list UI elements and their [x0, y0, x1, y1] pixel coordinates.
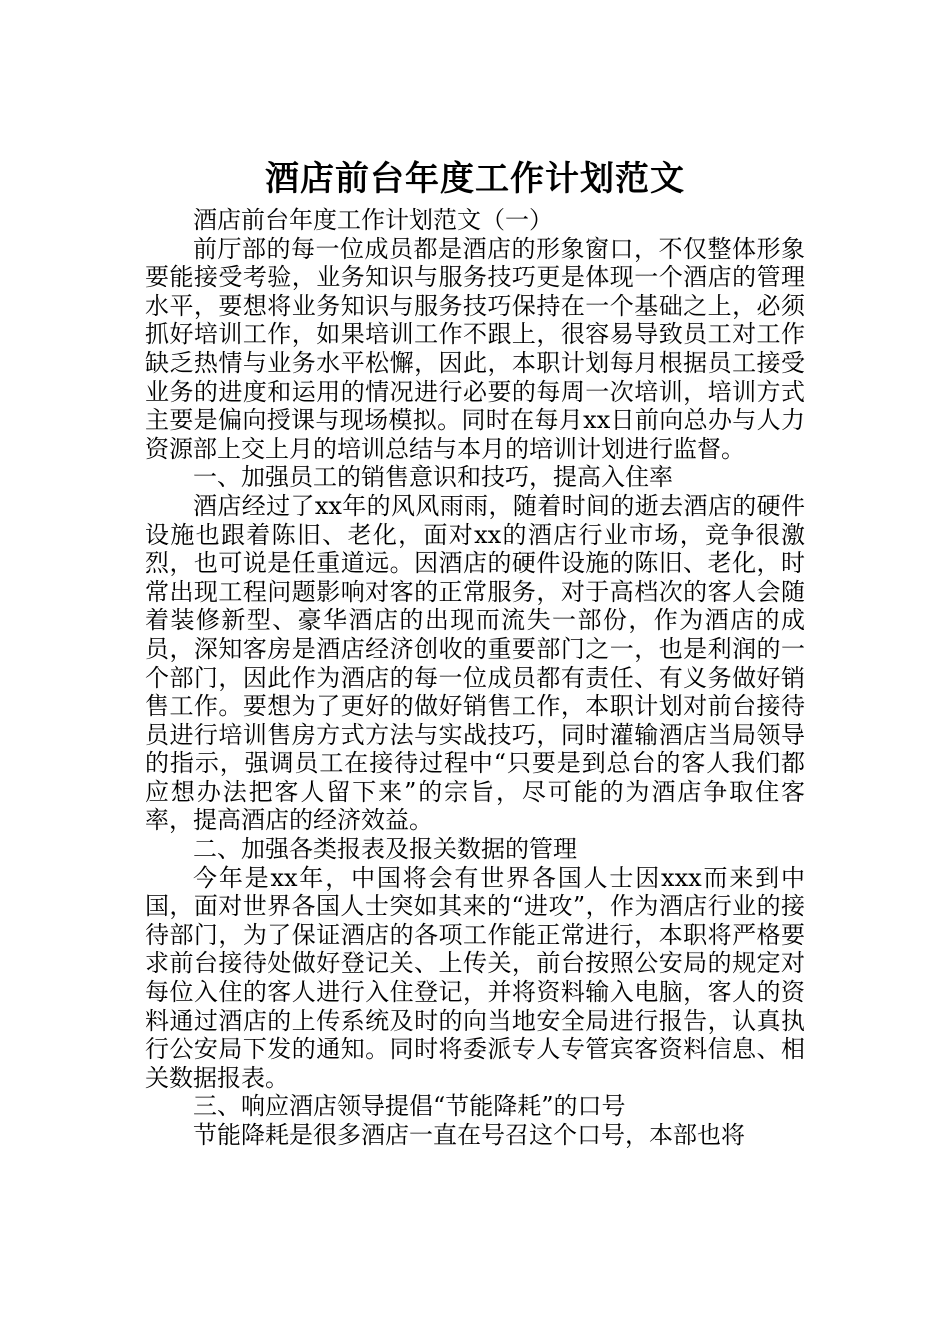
- paragraph-section-3: 节能降耗是很多酒店一直在号召这个口号，本部也将: [193, 1121, 745, 1149]
- paragraph-subtitle: 酒店前台年度工作计划范文（一）: [193, 206, 553, 234]
- document-title: 酒店前台年度工作计划范文: [265, 158, 685, 199]
- section-heading-3: 三、响应酒店领导提倡“节能降耗”的口号: [193, 1092, 626, 1121]
- document-body: [145, 206, 805, 1150]
- section-heading-1: 一、加强员工的销售意识和技巧，提高入住率: [193, 463, 673, 492]
- paragraph-section-2: 今年是xx年，中国将会有世界各国人士因xxx而来到中国，面对世界各国人士突如其来的“进攻”，作为酒店行业的接待部门，为了保证酒店的各项工作能正常进行，本职将严格要求前台接待处做好登记关、上传关，前台按照公安局的规定对每位入住的客人进行入住登记，并将资料输入电脑，客人的资料通过酒店的上传系统及时的向当地安全局进行报告，认真执行公安局下发的通知。同时将委派专人专管宾客资料信息、相关数据报表。: [145, 863, 805, 1092]
- paragraph-section-1: 酒店经过了xx年的风风雨雨，随着时间的逝去酒店的硬件设施也跟着陈旧、老化，面对xx的酒店行业市场，竞争很激烈，也可说是任重道远。因酒店的硬件设施的陈旧、老化，时常出现工程问题影响对客的正常服务，对于高档次的客人会随着装修新型、豪华酒店的出现而流失一部份，作为酒店的成员，深知客房是酒店经济创收的重要部门之一，也是利润的一个部门，因此作为酒店的每一位成员都有责任、有义务做好销售工作。要想为了更好的做好销售工作，本职计划对前台接待员进行培训售房方式方法与实战技巧，同时灌输酒店当局领导的指示，强调员工在接待过程中“只要是到总台的客人我们都应想办法把客人留下来”的宗旨，尽可能的为酒店争取住客率，提高酒店的经济效益。: [145, 491, 805, 835]
- section-heading-2: 二、加强各类报表及报关数据的管理: [193, 835, 577, 864]
- paragraph-intro: 前厅部的每一位成员都是酒店的形象窗口，不仅整体形象要能接受考验，业务知识与服务技巧更是体现一个酒店的管理水平，要想将业务知识与服务技巧保持在一个基础之上，必须抓好培训工作，如果培训工作不跟上，很容易导致员工对工作缺乏热情与业务水平松懈，因此，本职计划每月根据员工接受业务的进度和运用的情况进行必要的每周一次培训，培训方式主要是偏向授课与现场模拟。同时在每月xx日前向总办与人力资源部上交上月的培训总结与本月的培训计划进行监督。: [145, 234, 805, 463]
